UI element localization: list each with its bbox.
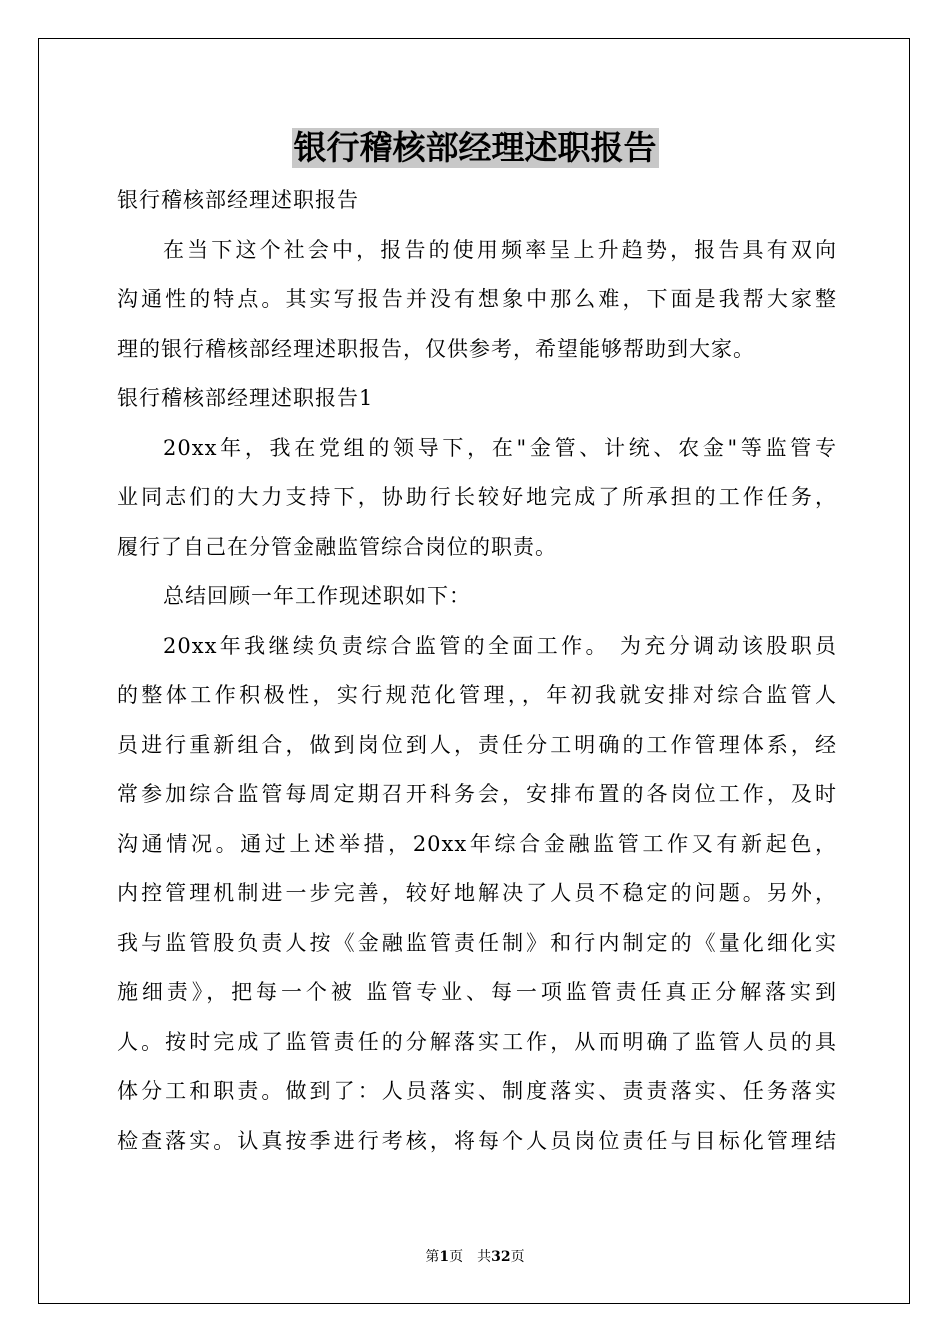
text-line: 业同志们的大力支持下，协助行长较好地完成了所承担的工作任务， <box>117 485 837 509</box>
text-line: 我与监管股负责人按《金融监管责任制》和行内制定的《量化细化实 <box>117 930 837 955</box>
footer-total-pages: 32 <box>491 1249 511 1265</box>
text-line: 员进行重新组合，做到岗位到人，责任分工明确的工作管理体系，经 <box>117 732 837 757</box>
text-line: 银行稽核部经理述职报告1 <box>117 386 374 410</box>
text-line: 沟通情况。通过上述举措，20xx年综合金融监管工作又有新起色， <box>117 831 837 856</box>
text-line: 内控管理机制进一步完善，较好地解决了人员不稳定的问题。另外， <box>117 881 837 905</box>
text-line: 履行了自己在分管金融监管综合岗位的职责。 <box>117 534 557 559</box>
text-line: 沟通性的特点。其实写报告并没有想象中那么难，下面是我帮大家整 <box>117 287 837 311</box>
footer-mid: 页 共 <box>449 1249 492 1265</box>
document-title: 银行稽核部经理述职报告 <box>293 128 657 167</box>
footer-prefix: 第 <box>425 1249 440 1265</box>
page-footer <box>0 1246 950 1266</box>
footer-page-number: 1 <box>439 1249 450 1265</box>
document-body <box>117 176 837 1166</box>
text-line: 常参加综合监管每周定期召开科务会，安排布置的各岗位工作，及时 <box>117 782 837 806</box>
text-line: 人。按时完成了监管责任的分解落实工作，从而明确了监管人员的具 <box>117 1029 837 1054</box>
title-container <box>0 128 950 168</box>
footer-suffix: 页 <box>510 1249 525 1265</box>
text-line: 银行稽核部经理述职报告 <box>117 188 359 212</box>
text-line: 20xx年我继续负责综合监管的全面工作。 为充分调动该股职员 <box>163 633 837 658</box>
text-line: 总结回顾一年工作现述职如下： <box>163 584 471 608</box>
text-line: 施细责》，把每一个被 监管专业、每一项监管责任真正分解落实到 <box>117 980 837 1004</box>
text-line: 体分工和职责。做到了：人员落实、制度落实、责责落实、任务落实 <box>117 1079 837 1103</box>
text-line: 检查落实。认真按季进行考核，将每个人员岗位责任与目标化管理结 <box>117 1128 837 1153</box>
text-line: 理的银行稽核部经理述职报告，仅供参考，希望能够帮助到大家。 <box>117 336 755 361</box>
text-line: 的整体工作积极性，实行规范化管理，，年初我就安排对综合监管人 <box>117 683 837 707</box>
text-line: 在当下这个社会中，报告的使用频率呈上升趋势，报告具有双向 <box>163 237 837 262</box>
text-line: 20xx年，我在党组的领导下，在"金管、计统、农金"等监管专 <box>163 435 837 460</box>
